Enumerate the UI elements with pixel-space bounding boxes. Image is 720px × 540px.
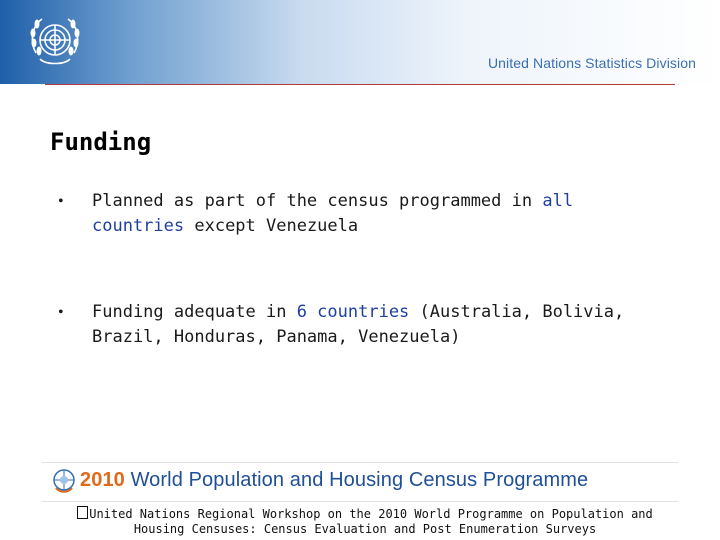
slide-title: Funding: [50, 128, 152, 156]
census-programme-logo-icon: [50, 466, 78, 496]
bullet-highlight: 6 countries: [296, 302, 410, 322]
footer-line-2: Housing Censuses: Census Evaluation and Post Enumeration Surveys: [133, 522, 597, 536]
bullet-text-part: Funding adequate in: [92, 302, 297, 322]
banner-title: [80, 469, 588, 492]
header-band: [0, 0, 720, 84]
footer-line-1-text: United Nations Regional Workshop on the 2010 World Programme on Population and: [89, 507, 653, 521]
census-programme-banner: [42, 462, 678, 502]
footer-text: [60, 506, 670, 537]
bullet-marker: •: [58, 304, 64, 321]
un-emblem-icon: [22, 9, 88, 75]
bullet-text: [92, 189, 652, 239]
bullet-text-part: Planned as part of the census programmed in: [92, 191, 543, 211]
banner-title-text: World Population and Housing Census Programme: [124, 469, 589, 491]
header-divider: [45, 84, 675, 85]
bullet-marker: •: [58, 193, 64, 210]
bullet-text-part: except Venezuela: [184, 216, 359, 236]
footer-line-1: [60, 506, 670, 522]
bullet-text-part: (Australia, Bolivia, Brazil, Honduras, Panama, Venezuela): [92, 302, 625, 347]
bullet-highlight: all countries: [92, 191, 574, 236]
bullet-text: [92, 300, 652, 350]
placeholder-box-icon: [77, 506, 88, 519]
org-name: United Nations Statistics Division: [487, 55, 696, 71]
banner-year: 2010: [80, 469, 125, 491]
